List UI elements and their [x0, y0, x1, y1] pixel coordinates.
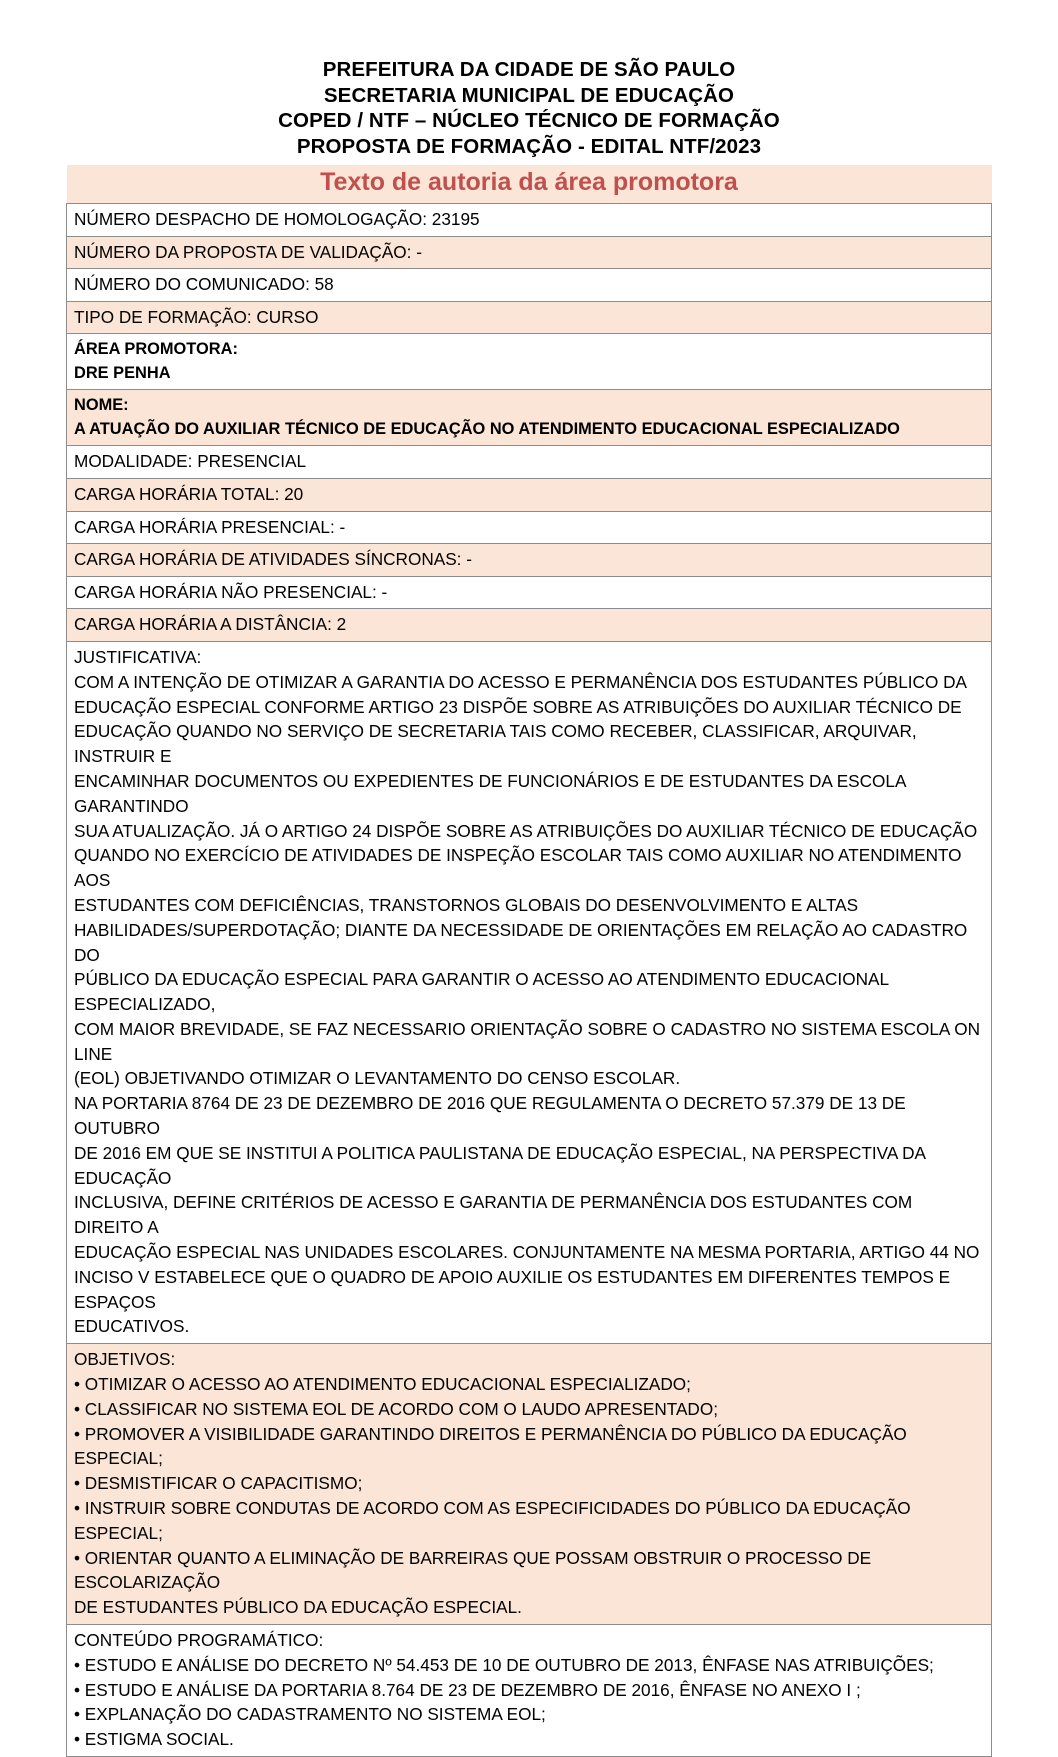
- justificativa-body: [74, 645, 985, 1339]
- row-comunicado: [67, 269, 992, 302]
- header-line-3: COPED / NTF – NÚCLEO TÉCNICO DE FORMAÇÃO: [278, 109, 780, 132]
- objetivos-line: DE ESTUDANTES PÚBLICO DA EDUCAÇÃO ESPECIAL.: [74, 1597, 522, 1618]
- area-promotora-label: ÁREA PROMOTORA:: [74, 340, 238, 359]
- field-modalidade: MODALIDADE: PRESENCIAL: [67, 446, 992, 479]
- area-promotora-value: DRE PENHA: [74, 364, 171, 383]
- conteudo-line: • ESTIGMA SOCIAL.: [74, 1729, 234, 1750]
- field-carga-horaria-nao-presencial: CARGA HORÁRIA NÃO PRESENCIAL: -: [67, 576, 992, 609]
- header-line-4: PROPOSTA DE FORMAÇÃO - EDITAL NTF/2023: [296, 134, 762, 158]
- section-justificativa: [67, 641, 992, 1343]
- justificativa-line: NA PORTARIA 8764 DE 23 DE DEZEMBRO DE 2016 QUE REGULAMENTA O DECRETO 57.379 DE 13 DE OUTUBRO: [74, 1093, 906, 1139]
- justificativa-line: INCISO V ESTABELECE QUE O QUADRO DE APOIO AUXILIE OS ESTUDANTES EM DIFERENTES TEMPOS E ESPAÇOS: [74, 1266, 951, 1312]
- justificativa-line: ENCAMINHAR DOCUMENTOS OU EXPEDIENTES DE FUNCIONÁRIOS E DE ESTUDANTES DA ESCOLA GARANTINDO: [74, 770, 906, 816]
- banner-cell: [67, 165, 992, 204]
- proposal-form-table: [66, 165, 992, 1757]
- conteudo-line: • ESTUDO E ANÁLISE DA PORTARIA 8.764 DE 23 DE DEZEMBRO DE 2016, ÊNFASE NO ANEXO I ;: [74, 1679, 861, 1700]
- row-carga-horaria-presencial: [67, 511, 992, 544]
- justificativa-line: EDUCAÇÃO ESPECIAL NAS UNIDADES ESCOLARES. CONJUNTAMENTE NA MESMA PORTARIA, ARTIGO 44 NO: [74, 1242, 980, 1263]
- field-area-promotora: [67, 334, 992, 390]
- field-carga-horaria-presencial: CARGA HORÁRIA PRESENCIAL: -: [67, 511, 992, 544]
- objetivos-label: OBJETIVOS:: [74, 1349, 176, 1370]
- row-carga-horaria-nao-presencial: [67, 576, 992, 609]
- banner-title: Texto de autoria da área promotora: [320, 168, 738, 196]
- justificativa-line: QUANDO NO EXERCÍCIO DE ATIVIDADES DE INSPEÇÃO ESCOLAR TAIS COMO AUXILIAR NO ATENDIMENTO AOS: [74, 845, 962, 891]
- section-conteudo-programatico: [67, 1625, 992, 1757]
- justificativa-line: HABILIDADES/SUPERDOTAÇÃO; DIANTE DA NECESSIDADE DE ORIENTAÇÕES EM RELAÇÃO AO CADASTRO DO: [74, 919, 968, 965]
- nome-label: NOME:: [74, 396, 129, 415]
- objetivos-line: • DESMISTIFICAR O CAPACITISMO;: [74, 1473, 363, 1494]
- justificativa-line: COM A INTENÇÃO DE OTIMIZAR A GARANTIA DO ACESSO E PERMANÊNCIA DOS ESTUDANTES PÚBLICO DA: [74, 671, 967, 692]
- header-line-2: SECRETARIA MUNICIPAL DE EDUCAÇÃO: [323, 83, 735, 107]
- justificativa-line: SUA ATUALIZAÇÃO. JÁ O ARTIGO 24 DISPÕE SOBRE AS ATRIBUIÇÕES DO AUXILIAR TÉCNICO DE EDUCAÇÃO: [74, 820, 978, 841]
- row-proposta-validacao: [67, 236, 992, 269]
- field-despacho-homologacao: NÚMERO DESPACHO DE HOMOLOGAÇÃO: 23195: [67, 204, 992, 237]
- row-carga-horaria-sincronas: [67, 544, 992, 577]
- row-despacho-homologacao: [67, 204, 992, 237]
- justificativa-line: INCLUSIVA, DEFINE CRITÉRIOS DE ACESSO E GARANTIA DE PERMANÊNCIA DOS ESTUDANTES COM DIREITO A: [74, 1192, 913, 1238]
- section-objetivos: [67, 1344, 992, 1625]
- field-carga-horaria-distancia: CARGA HORÁRIA A DISTÂNCIA: 2: [67, 609, 992, 642]
- conteudo-line: • ESTUDO E ANÁLISE DO DECRETO Nº 54.453 DE 10 DE OUTUBRO DE 2013, ÊNFASE NAS ATRIBUIÇÕES;: [74, 1654, 934, 1675]
- conteudo-body: [74, 1628, 985, 1752]
- objetivos-line: • OTIMIZAR O ACESSO AO ATENDIMENTO EDUCACIONAL ESPECIALIZADO;: [74, 1374, 691, 1395]
- row-area-promotora: [67, 334, 992, 390]
- row-objetivos: [67, 1344, 992, 1625]
- justificativa-line: ESTUDANTES COM DEFICIÊNCIAS, TRANSTORNOS GLOBAIS DO DESENVOLVIMENTO E ALTAS: [74, 894, 859, 915]
- justificativa-line: EDUCATIVOS.: [74, 1316, 190, 1337]
- field-carga-horaria-sincronas: CARGA HORÁRIA DE ATIVIDADES SÍNCRONAS: -: [67, 544, 992, 577]
- objetivos-line: • CLASSIFICAR NO SISTEMA EOL DE ACORDO COM O LAUDO APRESENTADO;: [74, 1398, 718, 1419]
- field-tipo-formacao: TIPO DE FORMAÇÃO: CURSO: [67, 301, 992, 334]
- row-conteudo-programatico: [67, 1625, 992, 1757]
- row-carga-horaria-total: [67, 478, 992, 511]
- nome-value: A ATUAÇÃO DO AUXILIAR TÉCNICO DE EDUCAÇÃO NO ATENDIMENTO EDUCACIONAL ESPECIALIZADO: [74, 420, 900, 439]
- document-header: [0, 0, 1058, 159]
- banner-row: [67, 165, 992, 204]
- objetivos-line: • ORIENTAR QUANTO A ELIMINAÇÃO DE BARREIRAS QUE POSSAM OBSTRUIR O PROCESSO DE ESCOLARIZAÇÃO: [74, 1547, 872, 1593]
- objetivos-line: • PROMOVER A VISIBILIDADE GARANTINDO DIREITOS E PERMANÊNCIA DO PÚBLICO DA EDUCAÇÃO ESPECIAL;: [74, 1423, 907, 1469]
- field-comunicado: NÚMERO DO COMUNICADO: 58: [67, 269, 992, 302]
- conteudo-line: • EXPLANAÇÃO DO CADASTRAMENTO NO SISTEMA EOL;: [74, 1704, 546, 1725]
- row-nome: [67, 390, 992, 446]
- row-modalidade: [67, 446, 992, 479]
- field-proposta-validacao: NÚMERO DA PROPOSTA DE VALIDAÇÃO: -: [67, 236, 992, 269]
- justificativa-label: JUSTIFICATIVA:: [74, 646, 202, 667]
- justificativa-line: (EOL) OBJETIVANDO OTIMIZAR O LEVANTAMENTO DO CENSO ESCOLAR.: [74, 1068, 681, 1089]
- justificativa-line: EDUCAÇÃO ESPECIAL CONFORME ARTIGO 23 DISPÕE SOBRE AS ATRIBUIÇÕES DO AUXILIAR TÉCNICO DE: [74, 696, 962, 717]
- justificativa-line: DE 2016 EM QUE SE INSTITUI A POLITICA PAULISTANA DE EDUCAÇÃO ESPECIAL, NA PERSPECTIVA DA EDUCAÇÃO: [74, 1142, 926, 1188]
- conteudo-label: CONTEÚDO PROGRAMÁTICO:: [74, 1630, 324, 1651]
- objetivos-line: • INSTRUIR SOBRE CONDUTAS DE ACORDO COM AS ESPECIFICIDADES DO PÚBLICO DA EDUCAÇÃO ESPECIAL;: [74, 1498, 911, 1543]
- header-line-1: PREFEITURA DA CIDADE DE SÃO PAULO: [322, 58, 736, 81]
- row-tipo-formacao: [67, 301, 992, 334]
- justificativa-line: PÚBLICO DA EDUCAÇÃO ESPECIAL PARA GARANTIR O ACESSO AO ATENDIMENTO EDUCACIONAL ESPECIALIZADO,: [74, 969, 889, 1015]
- row-carga-horaria-distancia: [67, 609, 992, 642]
- objetivos-body: [74, 1347, 985, 1620]
- justificativa-line: EDUCAÇÃO QUANDO NO SERVIÇO DE SECRETARIA TAIS COMO RECEBER, CLASSIFICAR, ARQUIVAR, INSTRUIR E: [74, 721, 917, 767]
- row-justificativa: [67, 641, 992, 1343]
- justificativa-line: COM MAIOR BREVIDADE, SE FAZ NECESSARIO ORIENTAÇÃO SOBRE O CADASTRO NO SISTEMA ESCOLA ON LINE: [74, 1018, 981, 1064]
- field-carga-horaria-total: CARGA HORÁRIA TOTAL: 20: [67, 478, 992, 511]
- field-nome: [67, 390, 992, 446]
